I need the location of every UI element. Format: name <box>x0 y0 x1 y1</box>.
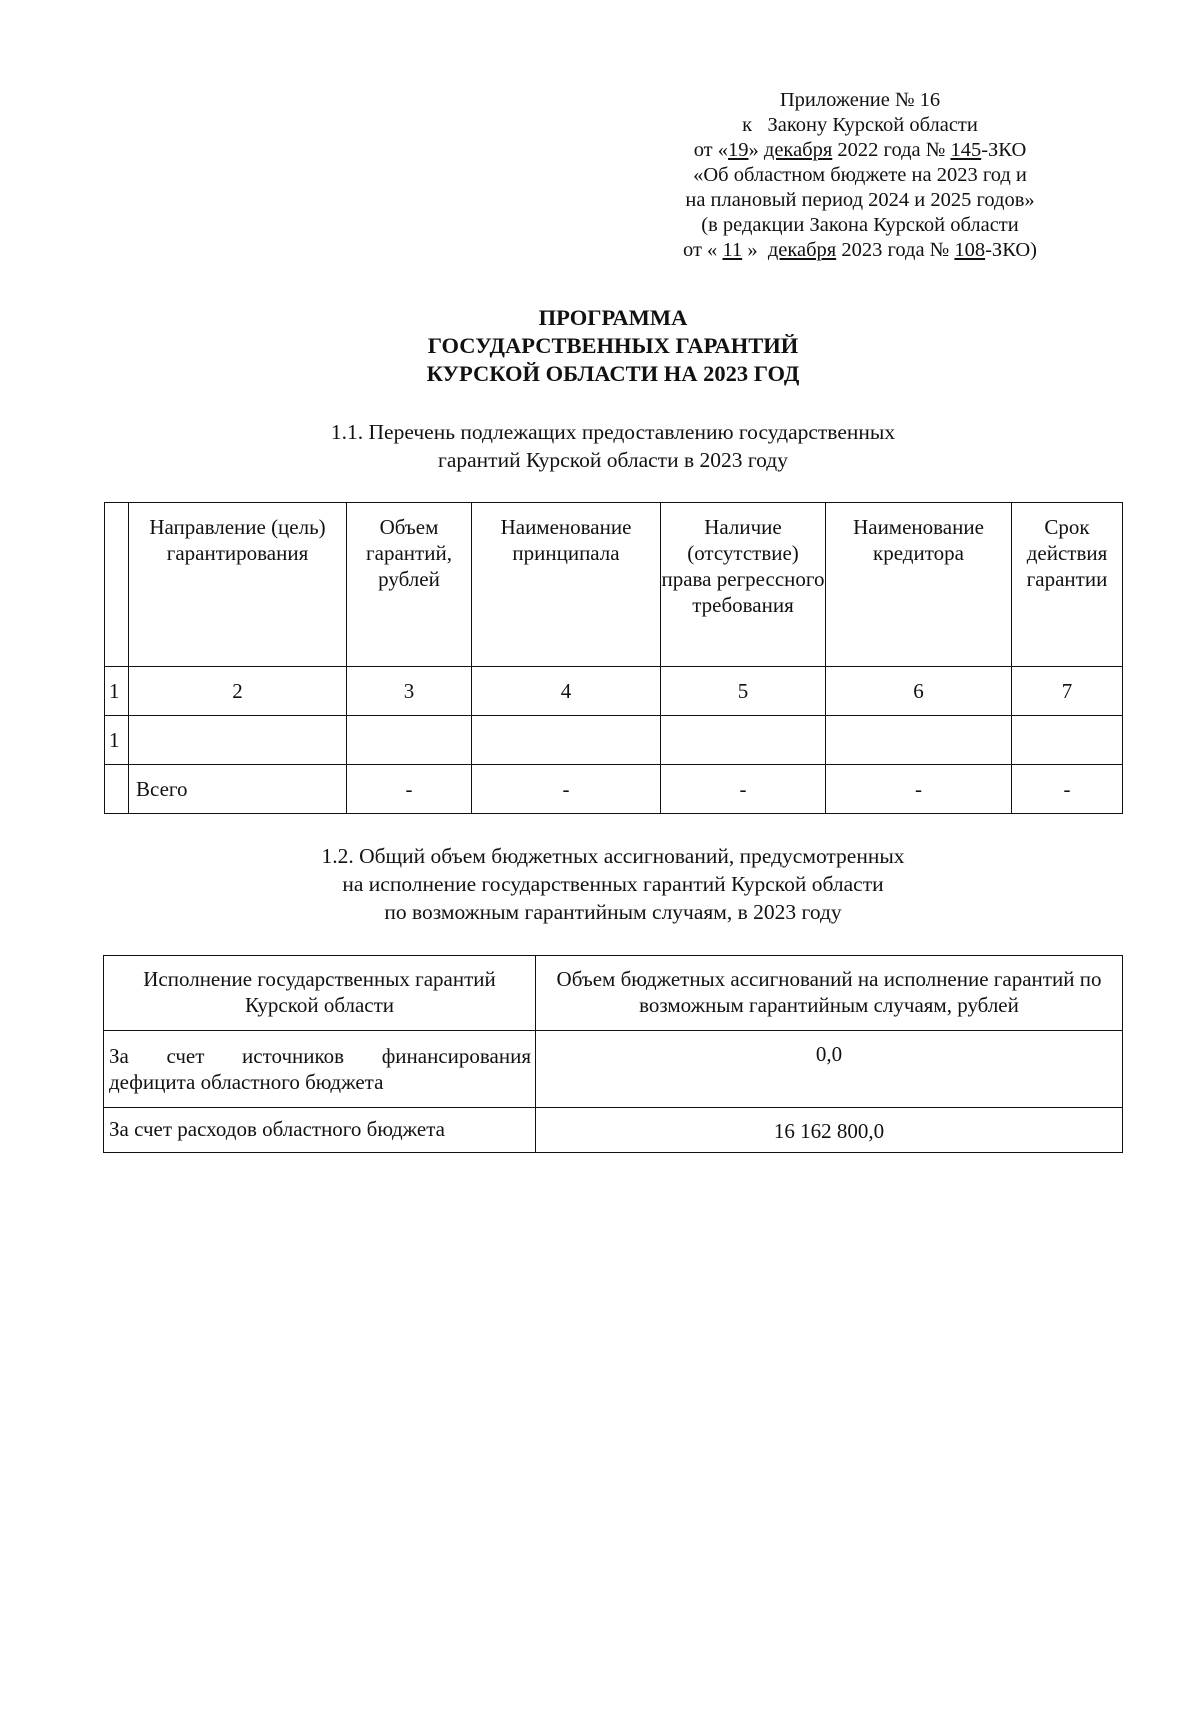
col-header-recourse: Наличие (отсутствие) права регрессного требования <box>661 503 826 667</box>
table-cell: - <box>347 765 472 814</box>
title-line-2: ГОСУДАРСТВЕННЫХ ГАРАНТИЙ <box>427 333 799 358</box>
col-header-principal: Наименование принципала <box>472 503 661 667</box>
appendix-revision: (в редакции Закона Курской области <box>701 214 1019 236</box>
guarantees-table <box>104 502 1123 814</box>
col-header-term: Срок действия гарантии <box>1012 503 1123 667</box>
table-cell: - <box>1012 765 1123 814</box>
table-cell <box>661 716 826 765</box>
document-title <box>0 304 1200 388</box>
appendix-date-line <box>640 138 1080 163</box>
col-header-allocation-volume: Объем бюджетных ассигнований на исполнение гарантий по возможным гарантийным случаям, рублей <box>536 956 1123 1031</box>
table-row <box>104 1108 1123 1153</box>
date-prefix: от « <box>693 139 729 161</box>
table-cell: 6 <box>826 667 1012 716</box>
table-header-row <box>105 503 1123 667</box>
row-label-sources <box>104 1031 536 1108</box>
rev-date-month: декабря <box>767 239 837 261</box>
table-header-row <box>104 956 1123 1031</box>
total-label: Всего <box>129 765 347 814</box>
title-line-3: КУРСКОЙ ОБЛАСТИ НА 2023 ГОД <box>426 361 800 386</box>
table-cell: - <box>661 765 826 814</box>
table-cell <box>129 716 347 765</box>
rev-date-mid: » <box>742 239 768 261</box>
table-cell: 1 <box>105 716 129 765</box>
table-cell <box>472 716 661 765</box>
table-row <box>105 716 1123 765</box>
table-cell: - <box>472 765 661 814</box>
appendix-revision-date-line <box>640 238 1080 263</box>
table-cell: 4 <box>472 667 661 716</box>
appendix-header <box>640 88 1080 263</box>
table-cell: 3 <box>347 667 472 716</box>
appendix-number: Приложение № 16 <box>779 89 941 111</box>
date-mid: » <box>748 139 764 161</box>
section-2-heading-line-1: 1.2. Общий объем бюджетных ассигнований, предусмотренных <box>321 844 905 868</box>
row-label-line-2: дефицита областного бюджета <box>109 1070 384 1094</box>
table-cell: 5 <box>661 667 826 716</box>
section-2-heading-line-2: на исполнение государственных гарантий Курской области <box>342 872 884 896</box>
appendix-law: к Закону Курской области <box>742 114 978 136</box>
col-header-execution: Исполнение государственных гарантий Курской области <box>104 956 536 1031</box>
date-month: декабря <box>763 139 833 161</box>
rev-law-number: 108 <box>954 239 986 261</box>
table-cell: - <box>826 765 1012 814</box>
col-header-creditor: Наименование кредитора <box>826 503 1012 667</box>
section-1-heading <box>0 418 1200 474</box>
law-number: 145 <box>950 139 982 161</box>
table-row <box>104 1031 1123 1108</box>
row-value-sources: 0,0 <box>536 1031 1123 1108</box>
appendix-law-title-2: на плановый период 2024 и 2025 годов» <box>685 189 1035 211</box>
table-cell: 1 <box>105 667 129 716</box>
title-line-1: ПРОГРАММА <box>538 305 688 330</box>
law-suffix: -ЗКО <box>981 139 1027 161</box>
table-cell <box>826 716 1012 765</box>
col-header-volume: Объем гарантий, рублей <box>347 503 472 667</box>
table-cell <box>105 765 129 814</box>
table-row-total <box>105 765 1123 814</box>
table-cell <box>1012 716 1123 765</box>
table-cell: 7 <box>1012 667 1123 716</box>
col-header-direction: Направление (цель) гарантирования <box>129 503 347 667</box>
rev-date-prefix: от « <box>682 239 723 261</box>
section-1-heading-line-2: гарантий Курской области в 2023 году <box>438 448 788 472</box>
rev-date-day: 11 <box>722 239 743 261</box>
date-year: 2022 года № <box>832 139 951 161</box>
col-header <box>105 503 129 667</box>
row-label-expenses: За счет расходов областного бюджета <box>104 1108 536 1153</box>
table-row-numbers <box>105 667 1123 716</box>
rev-date-year: 2023 года № <box>836 239 955 261</box>
date-day: 19 <box>728 139 749 161</box>
appendix-law-title-1: «Об областном бюджете на 2023 год и <box>693 164 1027 186</box>
row-label-line-1: За счет источников финансирования <box>109 1044 531 1068</box>
table-cell: 2 <box>129 667 347 716</box>
row-value-expenses: 16 162 800,0 <box>536 1108 1123 1153</box>
section-1-heading-line-1: 1.1. Перечень подлежащих предоставлению государственных <box>330 420 896 444</box>
section-2-heading-line-3: по возможным гарантийным случаям, в 2023 году <box>384 900 842 924</box>
section-2-heading <box>0 842 1200 926</box>
rev-law-suffix: -ЗКО) <box>985 239 1037 261</box>
table-cell <box>347 716 472 765</box>
allocations-table <box>103 955 1123 1153</box>
